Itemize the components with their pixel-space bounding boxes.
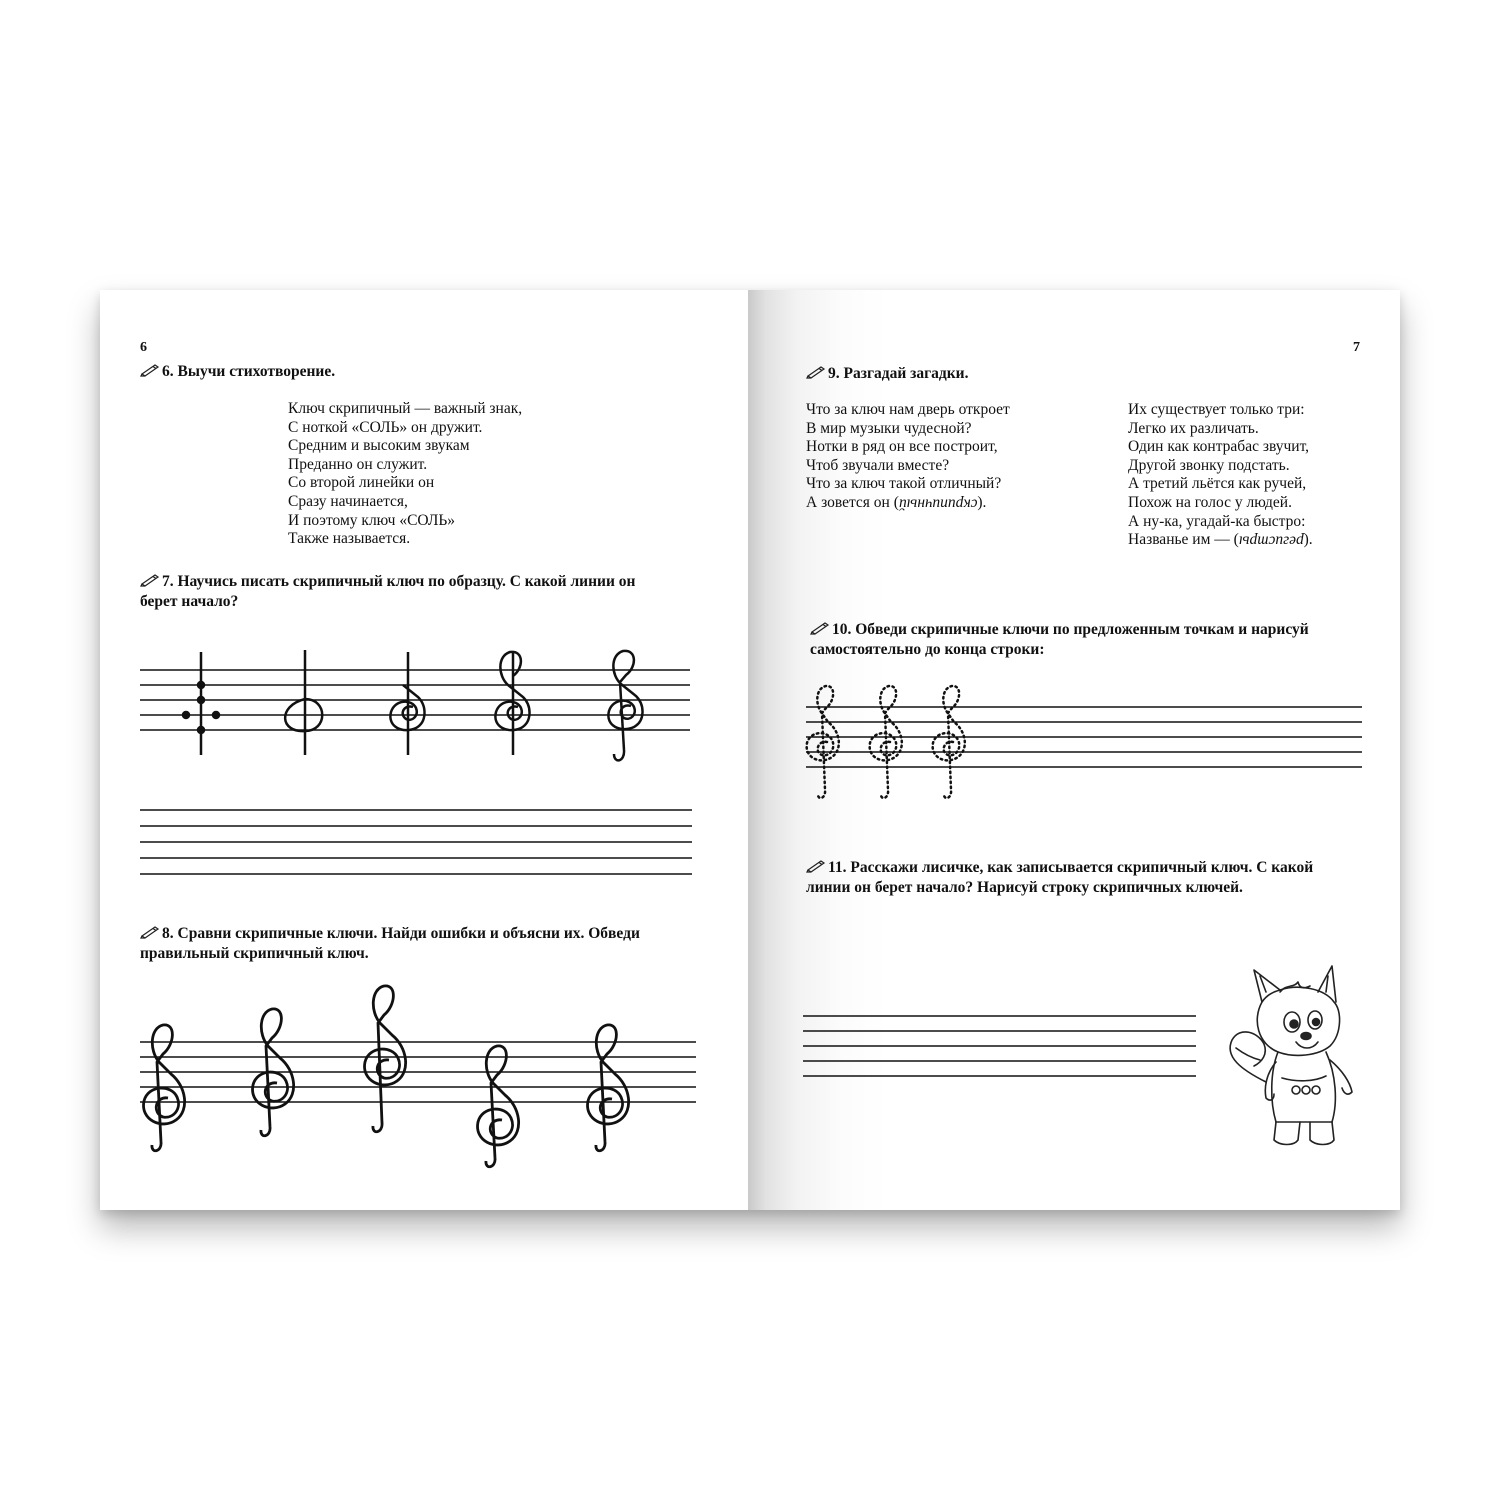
riddle-line-answer: А зовется он (скрипичный). [806, 493, 987, 513]
right-page [748, 290, 1400, 1210]
dotted-clef [933, 686, 965, 798]
task-8-title: 8. Сравни скрипичные ключи. Найди ошибки и объясни их. Обведи правильный скрипичный ключ. [140, 925, 640, 962]
pencil-icon [810, 620, 832, 640]
pencil-icon [806, 364, 828, 384]
poem-line: Ключ скрипичный — важный знак, [288, 400, 523, 417]
task-6-title: 6. Выучи стихотворение. [140, 362, 335, 382]
compare-clefs-staff [100, 1000, 748, 1170]
clef-c [365, 986, 406, 1132]
clef-step-1 [183, 652, 219, 755]
riddle-line: Легко их различать. [1128, 419, 1259, 437]
fox-cub-illustration [1214, 962, 1364, 1157]
upside-down-answer: скрипичный [898, 495, 978, 513]
dotted-clefs-staff[interactable] [748, 680, 1400, 810]
riddle-line: Другой звонку подстать. [1128, 456, 1290, 474]
riddle-line: Их существует только три: [1128, 401, 1305, 418]
dotted-clef [870, 686, 902, 798]
clef-step-5 [608, 651, 642, 761]
clef-step-4 [495, 652, 529, 755]
poem-line: Преданно он служит. [288, 455, 428, 473]
riddle-line: В мир музыки чудесной? [806, 419, 972, 437]
upside-down-answer: регистры [1238, 532, 1304, 550]
clef-a [144, 1025, 185, 1151]
riddle-line: А третий льётся как ручей, [1128, 475, 1307, 493]
practice-staff[interactable] [100, 802, 748, 882]
dotted-clef [807, 686, 839, 798]
riddle-line: Что за ключ такой отличный? [806, 475, 1002, 493]
pencil-icon [806, 858, 828, 878]
riddle-1 [806, 401, 1010, 513]
riddle-line: Один как контрабас звучит, [1128, 438, 1310, 456]
left-page [100, 290, 748, 1210]
poem-line: Также называется. [288, 530, 411, 548]
clef-step-3 [390, 652, 424, 755]
page-number: 6 [140, 340, 147, 355]
pencil-icon [140, 572, 162, 592]
riddle-line-answer: Названье им — (регистры). [1128, 531, 1313, 550]
clef-d [478, 1046, 519, 1167]
poem-line: Сразу начинается, [288, 492, 408, 510]
clef-e [588, 1025, 629, 1151]
task-9-title: 9. Разгадай загадки. [806, 364, 968, 384]
poem [288, 400, 522, 549]
riddle-line: Чтоб звучали вместе? [806, 456, 950, 474]
open-workbook [100, 290, 1400, 1210]
poem-line: Со второй линейки он [288, 474, 435, 492]
staff-clef-steps [100, 640, 748, 790]
riddle-line: Похож на голос у людей. [1128, 493, 1292, 511]
pencil-icon [140, 362, 162, 382]
riddle-2 [1128, 401, 1313, 550]
poem-line: Средним и высоким звукам [288, 437, 470, 455]
page-number: 7 [1353, 340, 1360, 355]
task-7-title: 7. Научись писать скрипичный ключ по образцу. С какой линии он берет начало? [140, 573, 636, 610]
pencil-icon [140, 924, 162, 944]
riddle-line: А ну-ка, угадай-ка быстро: [1128, 512, 1306, 530]
riddle-line: Нотки в ряд он все построит, [806, 438, 998, 456]
poem-line: И поэтому ключ «СОЛЬ» [288, 511, 456, 529]
task-11-title: 11. Расскажи лисичке, как записывается скрипичный ключ. С какой линии он берет начало? Нарисуй строку скрипичных ключей. [806, 859, 1314, 896]
poem-line: С ноткой «СОЛЬ» он дружит. [288, 418, 483, 436]
task-10-title: 10. Обведи скрипичные ключи по предложенным точкам и нарисуй самостоятельно до конца строки: [810, 621, 1309, 658]
riddle-line: Что за ключ нам дверь откроет [806, 401, 1010, 418]
clef-step-2 [285, 650, 322, 755]
